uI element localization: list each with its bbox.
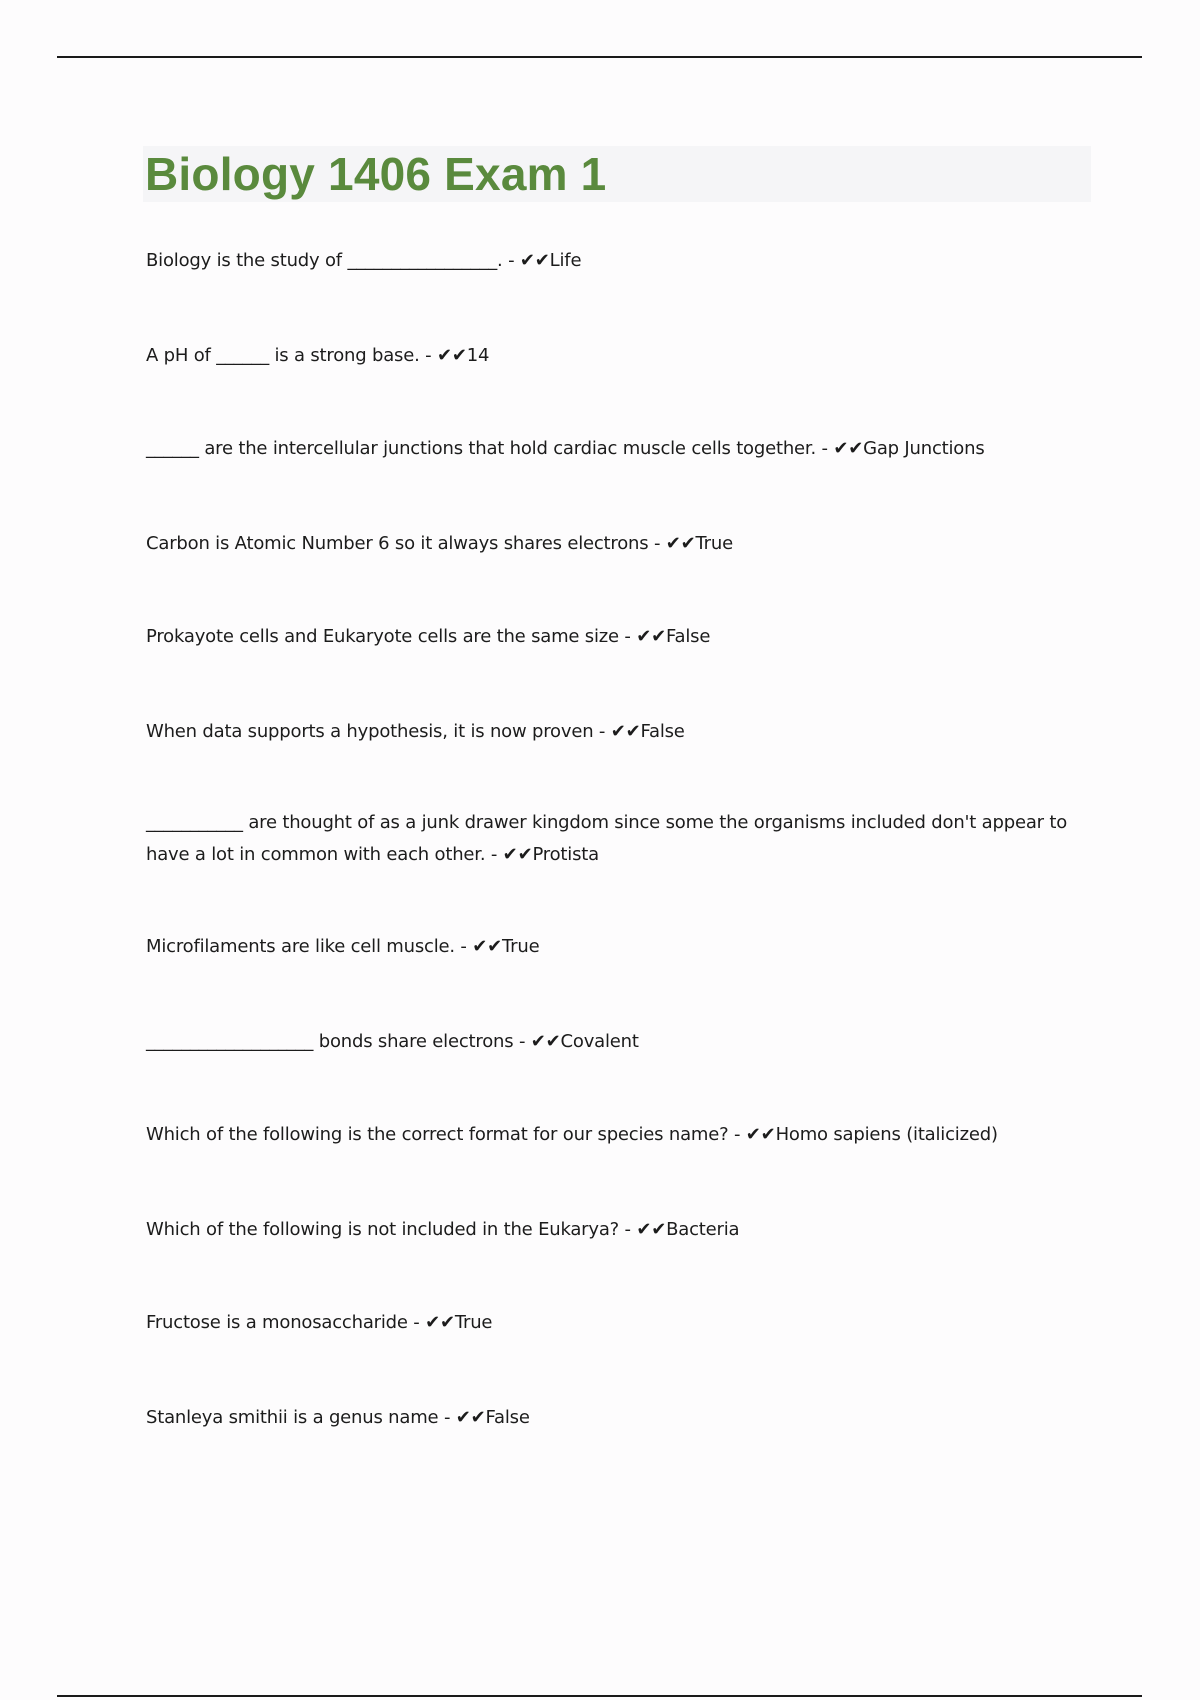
qa-item-5: Prokayote cells and Eukaryote cells are the same size - ✔✔False bbox=[146, 626, 711, 647]
bottom-rule bbox=[57, 1695, 1142, 1697]
qa-item-6: When data supports a hypothesis, it is now proven - ✔✔False bbox=[146, 721, 685, 742]
qa-item-9: ___________________ bonds share electrons - ✔✔Covalent bbox=[146, 1031, 639, 1052]
qa-item-1: Biology is the study of _________________. - ✔✔Life bbox=[146, 250, 582, 271]
qa-item-12: Fructose is a monosaccharide - ✔✔True bbox=[146, 1312, 493, 1333]
qa-item-2: A pH of ______ is a strong base. - ✔✔14 bbox=[146, 345, 490, 366]
top-rule bbox=[57, 56, 1142, 58]
page-title: Biology 1406 Exam 1 bbox=[145, 148, 607, 200]
qa-item-4: Carbon is Atomic Number 6 so it always shares electrons - ✔✔True bbox=[146, 533, 733, 554]
qa-item-3: ______ are the intercellular junctions that hold cardiac muscle cells together. - ✔✔Gap Junctions bbox=[146, 438, 985, 459]
qa-item-11: Which of the following is not included in the Eukarya? - ✔✔Bacteria bbox=[146, 1219, 740, 1240]
qa-item-10: Which of the following is the correct format for our species name? - ✔✔Homo sapiens (italicized) bbox=[146, 1124, 998, 1145]
qa-item-8: Microfilaments are like cell muscle. - ✔✔True bbox=[146, 936, 540, 957]
qa-item-7: ___________ are thought of as a junk drawer kingdom since some the organisms included don't appear to have a lot in common with each other. - ✔✔Protista bbox=[146, 812, 1068, 865]
qa-item-13: Stanleya smithii is a genus name - ✔✔False bbox=[146, 1407, 530, 1428]
